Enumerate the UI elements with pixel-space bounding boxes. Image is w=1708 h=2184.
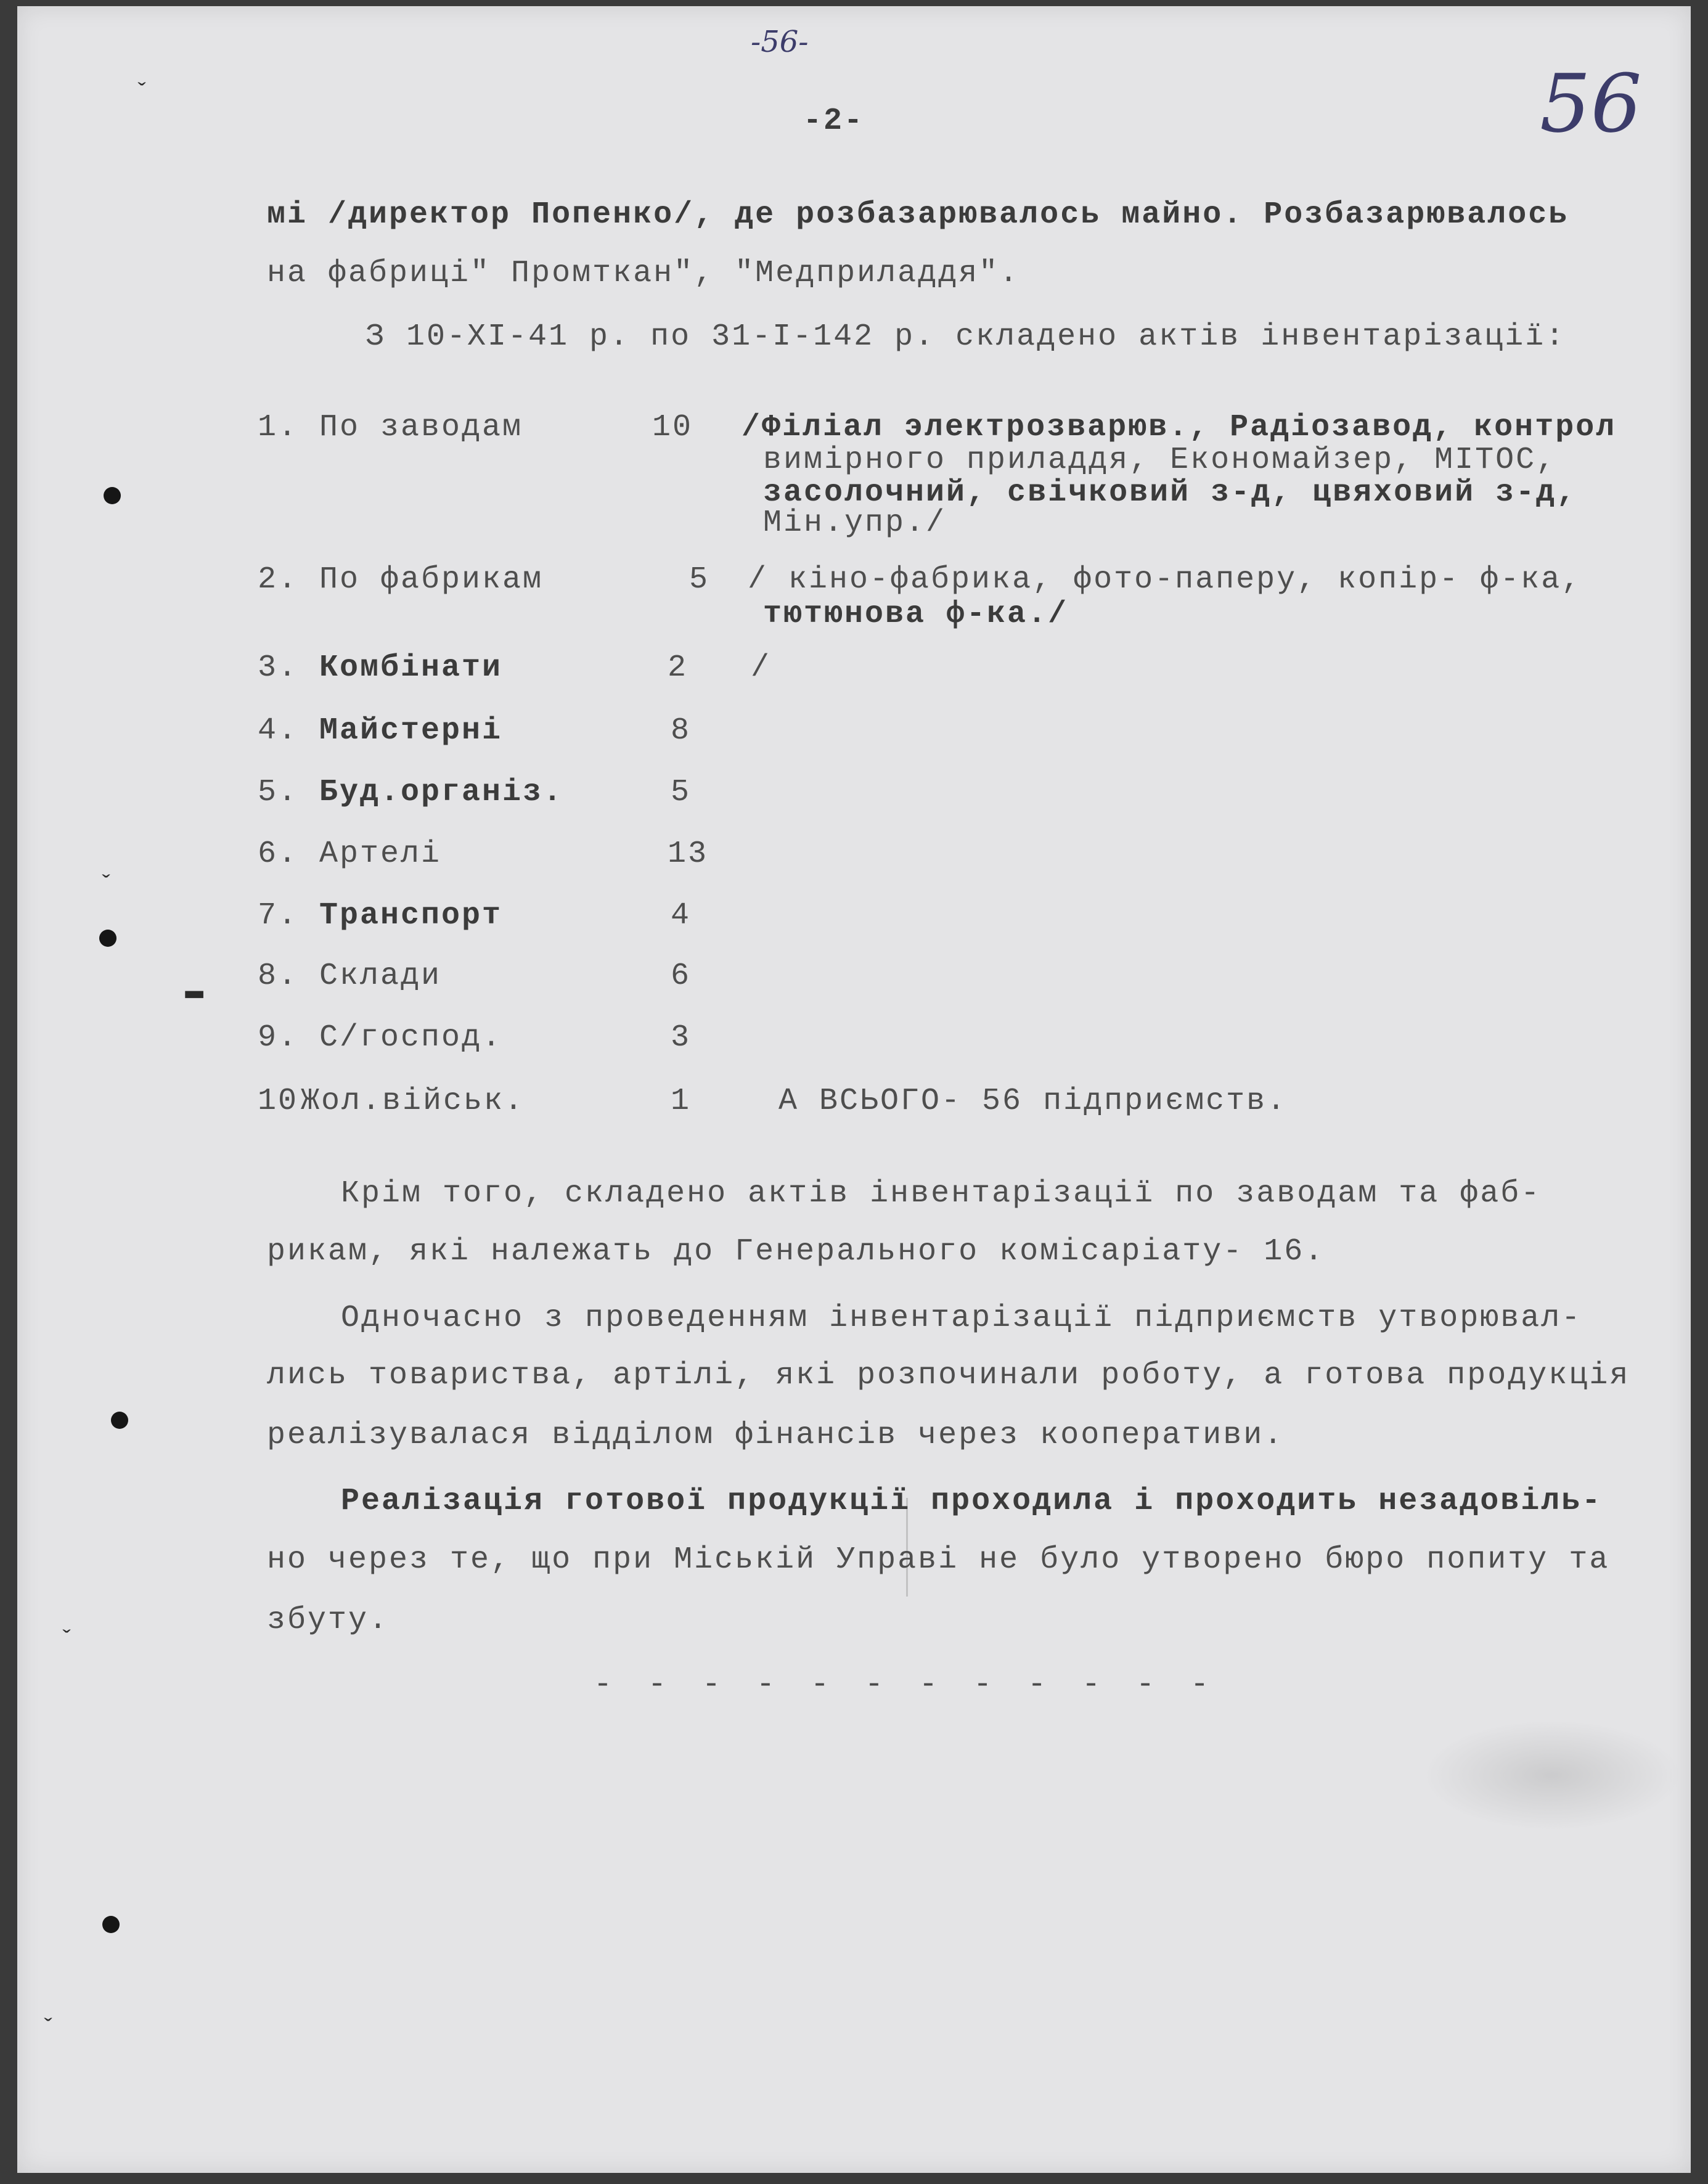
inventory-num: 10 xyxy=(258,1084,299,1119)
inventory-num: 1. xyxy=(258,410,299,445)
inventory-category: Жол.військ. xyxy=(301,1084,525,1119)
paragraph-line: Одночасно з проведенням інвентарізації підприємств утворювал- xyxy=(341,1301,1582,1336)
inventory-count: 3 xyxy=(671,1020,692,1055)
total-line: А ВСЬОГО- 56 підприємств. xyxy=(778,1084,1288,1119)
paragraph-line: но через те, що при Міській Управі не було утворено бюро попиту та xyxy=(267,1542,1610,1577)
inventory-details: / кіно-фабрика, фото-паперу, копір- ф-ка, xyxy=(748,562,1582,597)
inventory-num: 2. xyxy=(258,562,299,597)
end-divider: - - - - - - - - - - - - xyxy=(594,1667,1218,1703)
binder-hole xyxy=(111,1412,128,1429)
margin-tick-mark: ˇ xyxy=(99,872,114,900)
inventory-category: Склади xyxy=(319,959,442,994)
inventory-category: Майстерні xyxy=(319,713,503,748)
inventory-count: 8 xyxy=(671,713,692,748)
inventory-num: 5. xyxy=(258,775,299,810)
intro-line: на фабриці" Промткан", "Медприладдя". xyxy=(267,256,1020,291)
inventory-num: 3. xyxy=(258,650,299,685)
inventory-count: 2 xyxy=(668,650,689,685)
inventory-details: тютюнова ф-ка./ xyxy=(763,597,1069,632)
inventory-num: 8. xyxy=(258,959,299,994)
archive-page-number: -56- xyxy=(751,25,809,59)
binder-hole xyxy=(99,930,116,947)
inventory-category: Транспорт xyxy=(319,898,503,933)
inventory-category: С/господ. xyxy=(319,1020,503,1055)
inventory-count: 6 xyxy=(671,959,692,994)
paragraph-line: рикам, які належать до Генерального комісаріату- 16. xyxy=(267,1234,1325,1269)
intro-line: мі /директор Попенко/, де розбазарювалось майно. Розбазарювалось xyxy=(267,197,1569,232)
inventory-details: Мін.упр./ xyxy=(763,505,947,541)
page-number: -2- xyxy=(803,104,865,139)
stain xyxy=(1423,1720,1681,1831)
inventory-category: По фабрикам xyxy=(319,562,544,597)
inventory-num: 7. xyxy=(258,898,299,933)
inventory-details: /Філіал электрозварюв., Радіозавод, контрол xyxy=(742,410,1617,445)
paragraph-line: Крім того, складено актів інвентарізації по заводам та фаб- xyxy=(341,1176,1542,1211)
inventory-num: 6. xyxy=(258,836,299,872)
inventory-num: 4. xyxy=(258,713,299,748)
folio-number: 56 xyxy=(1540,57,1642,150)
inventory-details: вимірного приладдя, Економайзер, МІТОС, xyxy=(763,443,1557,478)
binder-hole xyxy=(102,1916,120,1933)
inventory-num: 9. xyxy=(258,1020,299,1055)
inventory-count: 1 xyxy=(671,1084,692,1119)
paragraph-line: реалізувалася відділом фінансів через кооперативи. xyxy=(267,1418,1285,1453)
inventory-count: 5 xyxy=(689,562,710,597)
inventory-category: Буд.організ. xyxy=(319,775,564,810)
paragraph-line: збуту. xyxy=(267,1603,390,1638)
inventory-details: / xyxy=(751,650,772,685)
margin-tick-mark: ˇ xyxy=(41,2016,56,2043)
inventory-category: Артелі xyxy=(319,836,442,872)
summary-line: З 10-XI-41 р. по 31-I-142 р. складено актів інвентарізації: xyxy=(366,319,1566,354)
paragraph-line: Реалізація готової продукції проходила і проходить незадовіль- xyxy=(341,1484,1603,1519)
margin-tick-mark: ˇ xyxy=(134,80,150,108)
paragraph-line: лись товариства, артілі, які розпочинали роботу, а готова продукція xyxy=(267,1358,1630,1393)
binder-hole xyxy=(104,487,121,504)
margin-tick-mark: ˇ xyxy=(59,1627,75,1655)
inventory-count: 10 xyxy=(652,410,693,445)
inventory-details: засолочний, свічковий з-д, цвяховий з-д, xyxy=(763,475,1577,510)
document-sheet xyxy=(17,6,1691,2173)
inventory-category: Комбінати xyxy=(319,650,503,685)
margin-tick-mark: ▬ xyxy=(185,974,204,1009)
inventory-category: По заводам xyxy=(319,410,523,445)
inventory-count: 5 xyxy=(671,775,692,810)
inventory-count: 13 xyxy=(668,836,709,872)
inventory-count: 4 xyxy=(671,898,692,933)
